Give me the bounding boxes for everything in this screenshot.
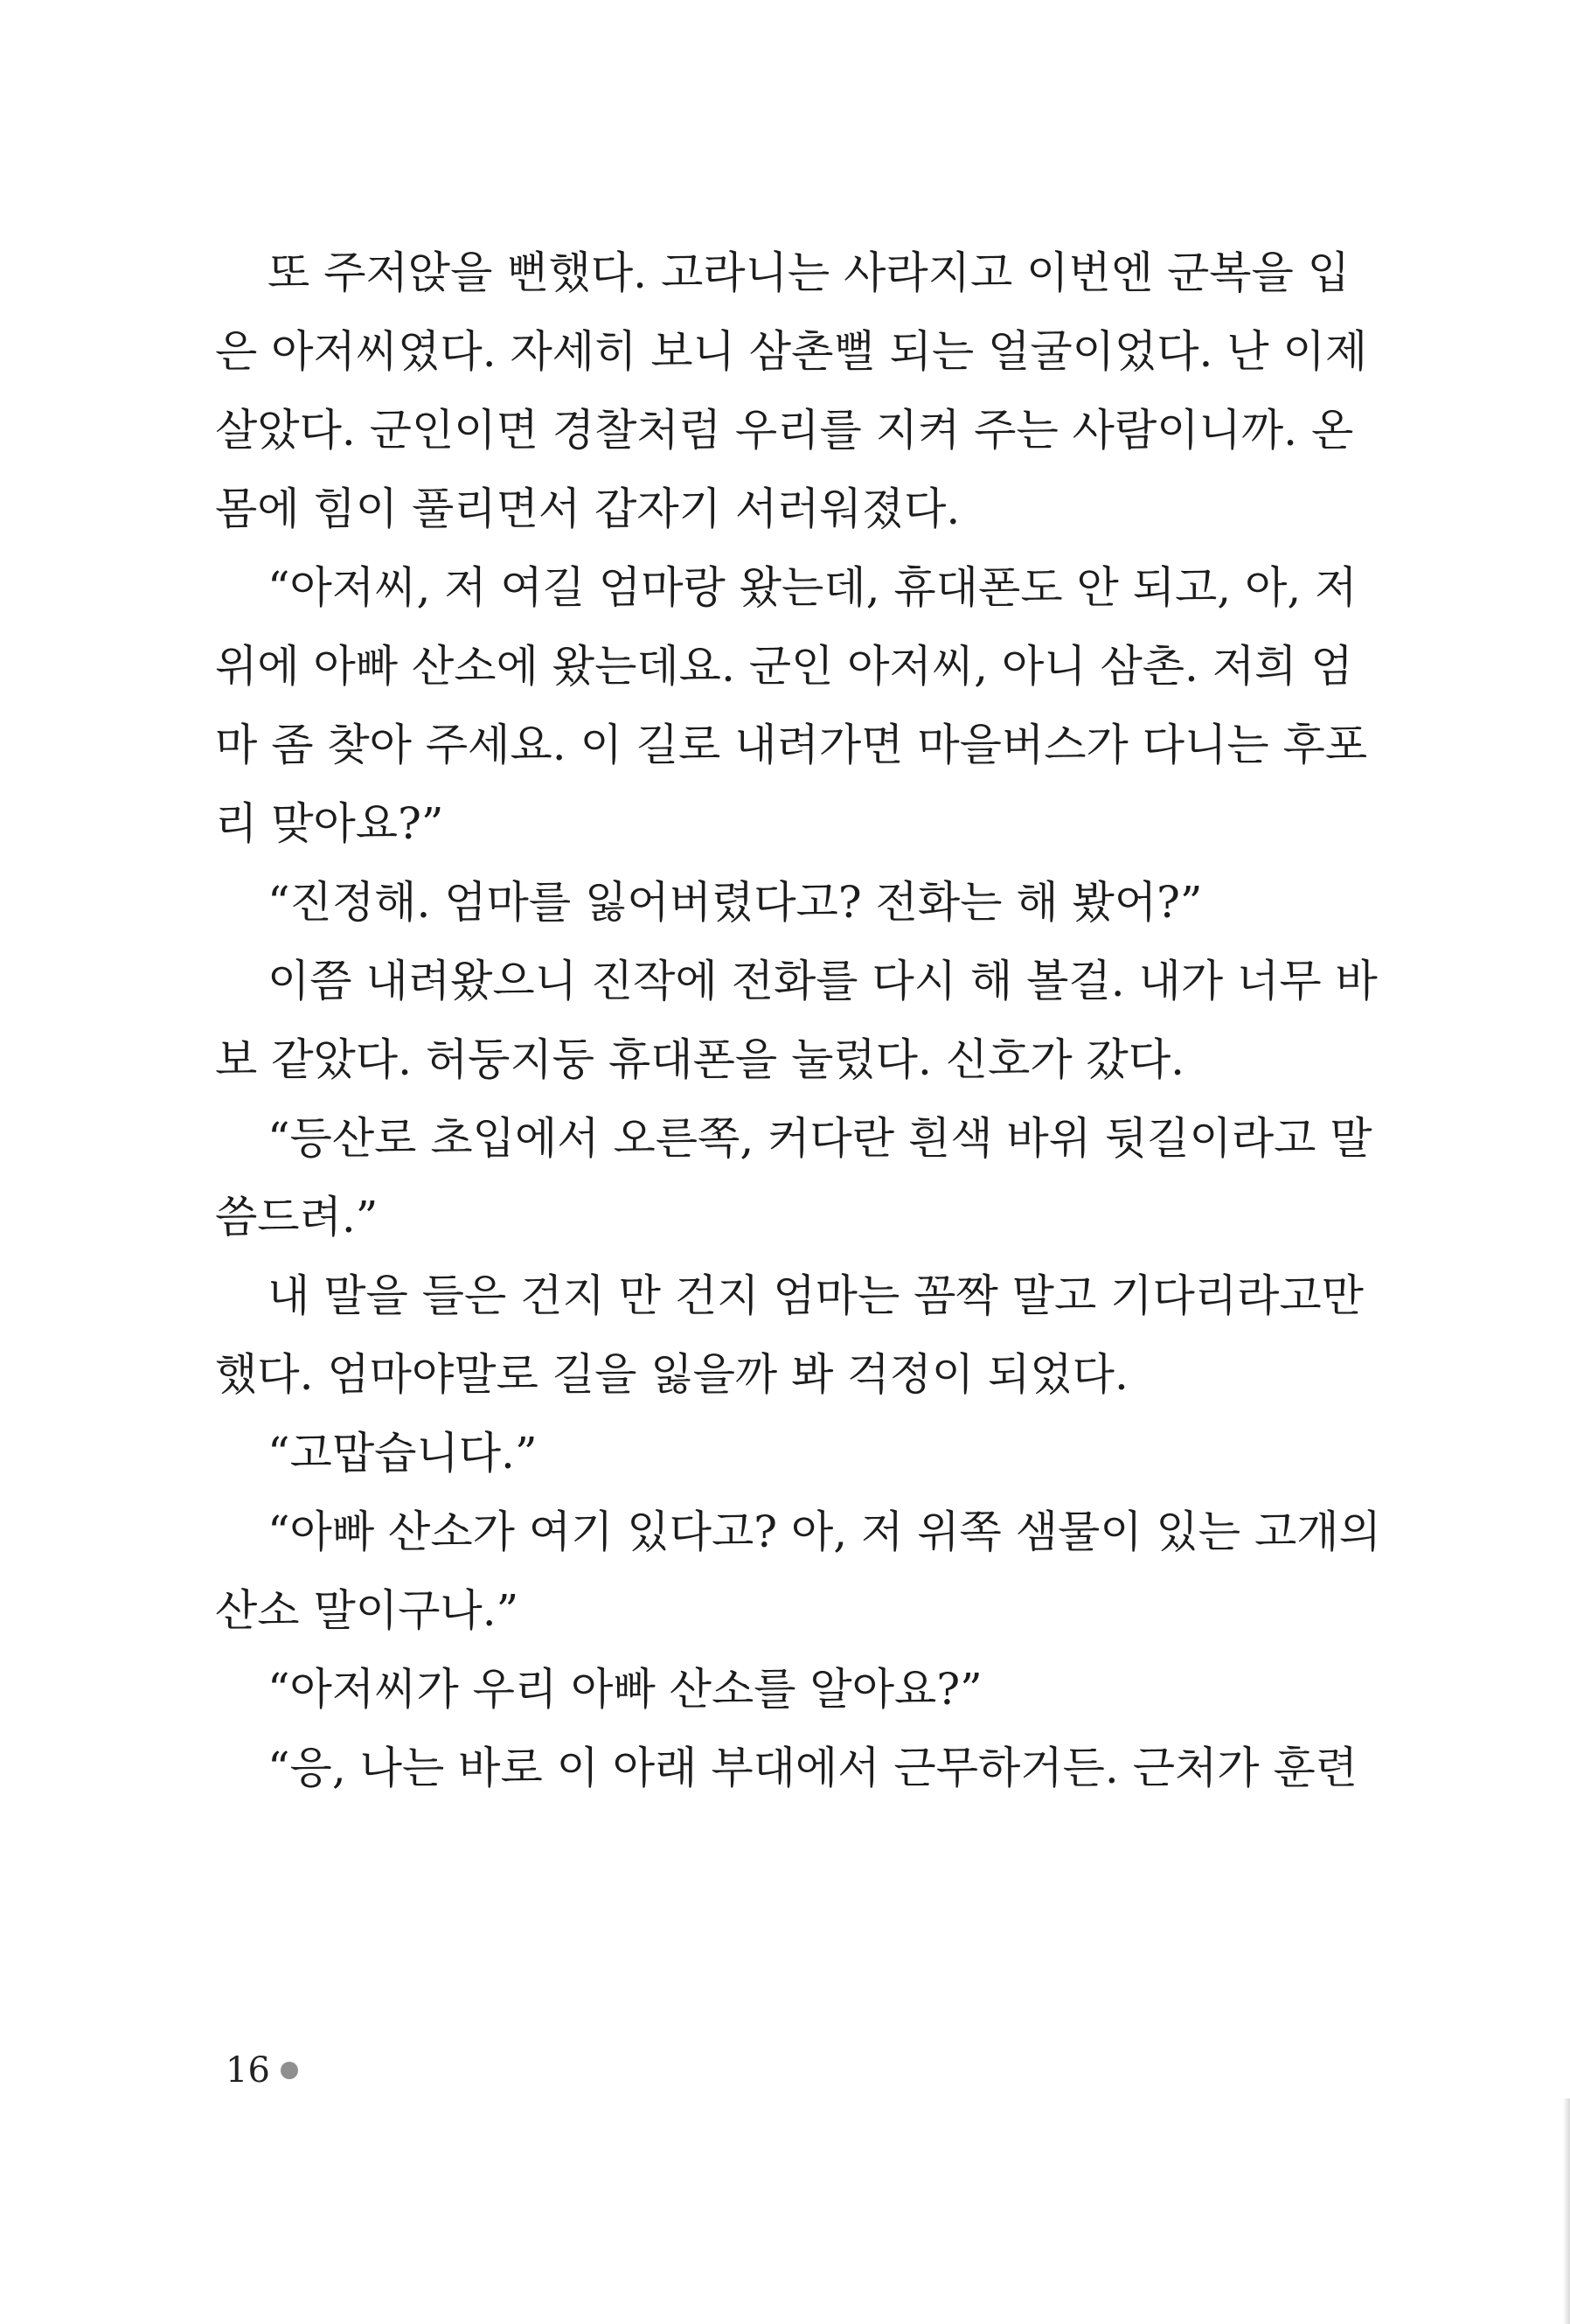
bullet-dot-icon: [281, 2062, 298, 2079]
text-line: “등산로 초입에서 오른쪽, 커다란 흰색 바위 뒷길이라고 말: [267, 1113, 1372, 1164]
text-line: 위에 아빠 산소에 왔는데요. 군인 아저씨, 아니 삼촌. 저희 엄: [215, 641, 1353, 692]
text-line: 내 말을 들은 건지 만 건지 엄마는 꼼짝 말고 기다리라고만: [267, 1270, 1364, 1321]
page-footer: [226, 2049, 298, 2091]
text-line: “고맙습니다.”: [267, 1428, 538, 1479]
text-line: 살았다. 군인이면 경찰처럼 우리를 지켜 주는 사람이니까. 온: [215, 405, 1354, 456]
text-line: 보 같았다. 허둥지둥 휴대폰을 눌렀다. 신호가 갔다.: [215, 1034, 1185, 1085]
text-line: “아저씨, 저 여길 엄마랑 왔는데, 휴대폰도 안 되고, 아, 저: [267, 562, 1358, 613]
page-number: 16: [226, 2050, 270, 2091]
text-line: 또 주저앉을 뻔했다. 고라니는 사라지고 이번엔 군복을 입: [267, 247, 1351, 298]
text-line: “진정해. 엄마를 잃어버렸다고? 전화는 해 봤어?”: [267, 877, 1203, 928]
text-line: 했다. 엄마야말로 길을 잃을까 봐 걱정이 되었다.: [215, 1349, 1129, 1400]
text-line: 마 좀 찾아 주세요. 이 길로 내려가면 마을버스가 다니는 후포: [215, 720, 1368, 770]
text-line: 산소 말이구나.”: [215, 1585, 519, 1636]
text-line: 리 맞아요?”: [215, 798, 444, 849]
text-line: 씀드려.”: [215, 1192, 379, 1242]
text-line: “아저씨가 우리 아빠 산소를 알아요?”: [267, 1664, 983, 1715]
text-line: “응, 나는 바로 이 아래 부대에서 근무하거든. 근처가 훈련: [267, 1743, 1358, 1793]
text-line: 이쯤 내려왔으니 진작에 전화를 다시 해 볼걸. 내가 너무 바: [267, 956, 1378, 1006]
text-line: “아빠 산소가 여기 있다고? 아, 저 위쪽 샘물이 있는 고개의: [267, 1506, 1381, 1557]
text-line: 몸에 힘이 풀리면서 갑자기 서러워졌다.: [215, 484, 961, 534]
page-edge-shadow: [1563, 2098, 1570, 2324]
text-line: 은 아저씨였다. 자세히 보니 삼촌뻘 되는 얼굴이었다. 난 이제: [215, 326, 1368, 377]
